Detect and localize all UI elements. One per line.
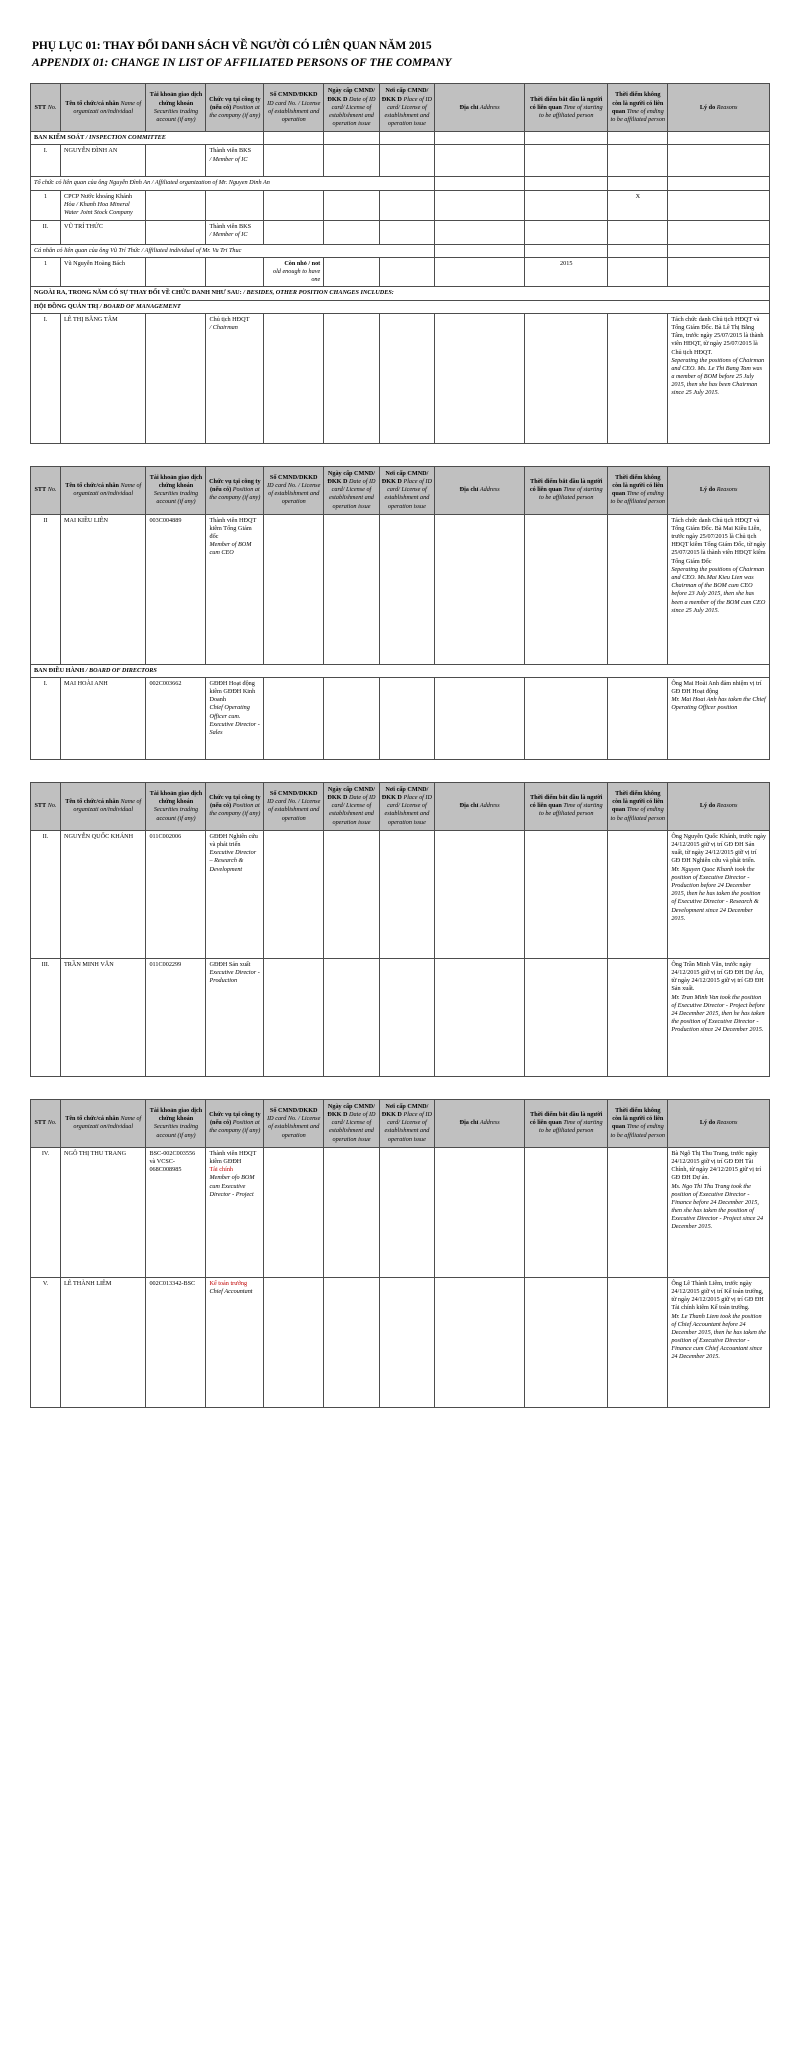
cell-start: [525, 313, 608, 443]
cell-start: [525, 1147, 608, 1277]
cell-start: 2015: [525, 257, 608, 287]
cell-iddate: [324, 677, 379, 759]
cell-start: [525, 958, 608, 1076]
cell-position: [206, 257, 264, 287]
col-position: Chức vụ tại công ty (nếu có) Position at the company (if any): [206, 1099, 264, 1147]
col-start: Thời điểm bắt đầu là người có liên quan Time of starting to be affiliated person: [525, 782, 608, 830]
col-iddate: Ngày cấp CMND/ĐKK D Date of ID card/ License of establishment and operation issue: [324, 1099, 379, 1147]
section-label-besides: NGOÀI RA, TRONG NĂM CÓ SỰ THAY ĐỔI VỀ CHỨC DANH NHƯ SAU: / BESIDES, OTHER POSITION CHANGES INCLUDES:: [31, 287, 770, 300]
document-title: [30, 0, 770, 83]
cell-end: [608, 145, 668, 177]
cell-iddate: [324, 514, 379, 664]
table-header-row: [31, 782, 770, 830]
cell-account: 002C013342-BSC: [146, 1277, 206, 1407]
col-stt: STT No.: [31, 1099, 61, 1147]
cell-idnum: [264, 145, 324, 177]
cell-idnum: [264, 1147, 324, 1277]
table-row: [31, 1147, 770, 1277]
cell-idnum: [264, 677, 324, 759]
cell-start: [525, 190, 608, 220]
table-row: [31, 257, 770, 287]
cell-end: [608, 313, 668, 443]
cell-stt: I.: [31, 145, 61, 177]
cell-address: [435, 1147, 525, 1277]
cell-name: NGUYỄN ĐÌNH AN: [61, 145, 146, 177]
col-iddate: Ngày cấp CMND/ĐKK D Date of ID card/ License of establishment and operation issue: [324, 782, 379, 830]
cell-address: [435, 958, 525, 1076]
col-name: Tên tổ chức/cá nhân Name of organizati on/individual: [61, 1099, 146, 1147]
table-row: [31, 145, 770, 177]
col-idplace: Nơi cấp CMND/ĐKK D Place of ID card/ License of establishment and operation issue: [379, 782, 434, 830]
cell-stt: V.: [31, 1277, 61, 1407]
cell-stt: II.: [31, 220, 61, 244]
cell-idplace: [379, 190, 434, 220]
col-idnum: Số CMND/DKKD ID card No. / License of establishment and operation: [264, 1099, 324, 1147]
col-start: Thời điểm bắt đầu là người có liên quan Time of starting to be affiliated person: [525, 1099, 608, 1147]
table-row: [31, 958, 770, 1076]
cell-idplace: [379, 958, 434, 1076]
cell-iddate: [324, 190, 379, 220]
document-title-en: APPENDIX 01: CHANGE IN LIST OF AFFILIATED PERSONS OF THE COMPANY: [32, 56, 452, 69]
col-reason: Lý do Reasons: [668, 84, 770, 132]
cell-iddate: [324, 145, 379, 177]
cell-account: BSC-002C003556 và VCSC-068C008985: [146, 1147, 206, 1277]
cell-end: [608, 677, 668, 759]
cell-end-mark: X: [608, 190, 668, 220]
cell-stt: 1: [31, 257, 61, 287]
table-header-row: [31, 1099, 770, 1147]
cell-reason: [668, 220, 770, 244]
cell-iddate: [324, 958, 379, 1076]
col-position: Chức vụ tại công ty (nếu có) Position at the company (if any): [206, 782, 264, 830]
cell-iddate: [324, 830, 379, 958]
cell-idnum: [264, 830, 324, 958]
col-reason: Lý do Reasons: [668, 1099, 770, 1147]
cell-idnum: [264, 313, 324, 443]
cell-reason: Ông Mai Hoài Anh đảm nhiệm vị trí GĐ ĐH Hoạt động Mr. Mai Hoai Anh has taken the Chief Operating Officer position: [668, 677, 770, 759]
affiliated-persons-table-block-4: [30, 1099, 770, 1408]
table-header-row: [31, 466, 770, 514]
table-row: [31, 514, 770, 664]
cell-address: [435, 1277, 525, 1407]
cell-reason: [668, 145, 770, 177]
cell-position: GĐĐH Hoạt động kiêm GĐĐH Kinh Doanh Chief Operating Officer cum. Executive Director - Sales: [206, 677, 264, 759]
cell-reason: Ông Trần Minh Văn, trước ngày 24/12/2015 giữ vị trí GĐ ĐH Dự Án, từ ngày 24/12/2015 giữ vị trí GĐ ĐH Sản xuất. Mr. Tran Minh Van took the position of Executive Director - Project before 24 December 2015, then he has taken the position of Executive Director - Production since 24 December 2015.: [668, 958, 770, 1076]
cell-name: MAI HOÀI ANH: [61, 677, 146, 759]
cell-name: LÊ THỊ BẰNG TÂM: [61, 313, 146, 443]
cell-idplace: [379, 1277, 434, 1407]
col-idplace: Nơi cấp CMND/ĐKK D Place of ID card/ License of establishment and operation issue: [379, 466, 434, 514]
table-row: [31, 677, 770, 759]
col-position: Chức vụ tại công ty (nếu có) Position at the company (if any): [206, 84, 264, 132]
col-iddate: Ngày cấp CMND/ĐKK D Date of ID card/ License of establishment and operation issue: [324, 466, 379, 514]
cell-position: Thành viên HĐQT kiêm Tổng Giám đốc Member of BOM cum CEO: [206, 514, 264, 664]
section-row-inspection-committee: [31, 132, 770, 145]
cell-account: 002C003662: [146, 677, 206, 759]
section-row-besides: [31, 287, 770, 300]
cell-idplace: [379, 677, 434, 759]
col-iddate: Ngày cấp CMND/ĐKK D Date of ID card/ License of establishment and operation issue: [324, 84, 379, 132]
col-account: Tài khoản giao dịch chứng khoán Securities trading account (if any): [146, 466, 206, 514]
cell-idplace: [379, 830, 434, 958]
subsection-label: Cá nhân có liên quan của ông Vũ Trí Thức / Affiliated individual of Mr. Vu Tri Thuc: [31, 244, 435, 257]
cell-account: 003C004889: [146, 514, 206, 664]
cell-end: [608, 1277, 668, 1407]
section-label-bod: BAN ĐIỀU HÀNH / BOARD OF DIRECTORS: [31, 664, 770, 677]
col-account: Tài khoản giao dịch chứng khoán Securities trading account (if any): [146, 1099, 206, 1147]
cell-iddate: [324, 1277, 379, 1407]
cell-stt: III.: [31, 958, 61, 1076]
table-row: [31, 313, 770, 443]
col-idplace: Nơi cấp CMND/ĐKK D Place of ID card/ License of establishment and operation issue: [379, 84, 434, 132]
cell-account: [146, 313, 206, 443]
affiliated-persons-table-block-1: [30, 83, 770, 443]
cell-start: [525, 1277, 608, 1407]
subsection-row-affiliated-tri-thuc: [31, 244, 770, 257]
cell-reason: Tách chức danh Chủ tịch HĐQT và Tổng Giám Đốc. Bà Mai Kiều Liên, trước ngày 25/07/2015 là Chủ tịch HĐQT kiêm Tổng Giám Đốc, từ ngày 25/07/2015 là thành viên HĐQT kiêm Tổng Giám Đốc Seperating the positions of Chairman and CEO. Ms.Mai Kieu Lien was Chairman of the BOM cum CEO before 23 July 2015, then she has been a member of the BOM cum CEO since 25 July 2015.: [668, 514, 770, 664]
cell-idnum: [264, 1277, 324, 1407]
cell-name: NGUYỄN QUỐC KHÁNH: [61, 830, 146, 958]
cell-reason: Tách chức danh Chủ tịch HĐQT và Tổng Giám Đốc. Bà Lê Thị Bằng Tâm, trước ngày 25/07/2015 là thành viên HĐQT, từ ngày 25/07/2015 là Chủ tịch HĐQT. Seperating the positions of Chairman and CEO. Ms. Le Thi Bang Tam was a member of BOM before 25 July 2015, then she has been Chairman since 25 July 2015.: [668, 313, 770, 443]
cell-account: [146, 220, 206, 244]
table-row: [31, 830, 770, 958]
cell-idplace: [379, 220, 434, 244]
cell-idnum: [264, 514, 324, 664]
col-end: Thời điểm không còn là người có liên quan Time of ending to be affiliated person: [608, 466, 668, 514]
cell-position: [206, 190, 264, 220]
cell-name: CPCP Nước khoáng Khánh Hòa / Khanh Hoa Mineral Water Joint Stock Company: [61, 190, 146, 220]
cell-idplace: [379, 257, 434, 287]
cell-reason: Bà Ngô Thị Thu Trang, trước ngày 24/12/2015 giữ vị trí GĐ ĐH Tài Chính, từ ngày 24/12/2015 giữ vị trí GĐ ĐH Dự án. Ms. Ngo Thi Thu Trang took the position of Executive Director - Finance before 24 December 2015, then she has taken the position of Executive Director - Project since 24 December 2015.: [668, 1147, 770, 1277]
table-row: [31, 190, 770, 220]
cell-stt: I.: [31, 677, 61, 759]
cell-address: [435, 313, 525, 443]
cell-position: GĐĐH Sản xuất Executive Director - Production: [206, 958, 264, 1076]
cell-account: [146, 257, 206, 287]
cell-account: 011C002006: [146, 830, 206, 958]
cell-start: [525, 514, 608, 664]
cell-position: Kế toán trưởng Chief Accountant: [206, 1277, 264, 1407]
col-idnum: Số CMND/DKKD ID card No. / License of establishment and operation: [264, 466, 324, 514]
table-header-row: [31, 84, 770, 132]
cell-end: [608, 514, 668, 664]
cell-position: Thành viên HĐQT kiêm GĐĐH Tài chính Member ofo BOM cum Executive Director - Project: [206, 1147, 264, 1277]
table-row: [31, 220, 770, 244]
cell-stt: II.: [31, 830, 61, 958]
col-account: Tài khoản giao dịch chứng khoán Securities trading account (if any): [146, 782, 206, 830]
col-account: Tài khoản giao dịch chứng khoán Securities trading account (if any): [146, 84, 206, 132]
cell-stt: II: [31, 514, 61, 664]
cell-account: [146, 190, 206, 220]
col-end: Thời điểm không còn là người có liên quan Time of ending to be affiliated person: [608, 782, 668, 830]
cell-name: MAI KIỀU LIÊN: [61, 514, 146, 664]
col-name: Tên tổ chức/cá nhân Name of organizati on/individual: [61, 466, 146, 514]
cell-iddate: [324, 1147, 379, 1277]
col-stt: STT No.: [31, 84, 61, 132]
cell-account: [146, 145, 206, 177]
cell-address: [435, 830, 525, 958]
cell-end: [608, 220, 668, 244]
cell-idplace: [379, 145, 434, 177]
col-reason: Lý do Reasons: [668, 782, 770, 830]
cell-start: [525, 220, 608, 244]
cell-name: Vũ Nguyễn Hoàng Bách: [61, 257, 146, 287]
col-start: Thời điểm bắt đầu là người có liên quan Time of starting to be affiliated person: [525, 466, 608, 514]
cell-address: [435, 145, 525, 177]
col-name: Tên tổ chức/cá nhân Name of organizati on/individual: [61, 84, 146, 132]
section-row-bom: [31, 300, 770, 313]
col-address: Địa chỉ Address: [435, 466, 525, 514]
cell-name: NGÔ THỊ THU TRANG: [61, 1147, 146, 1277]
cell-stt: I.: [31, 313, 61, 443]
cell-iddate: [324, 257, 379, 287]
cell-idnum: [264, 190, 324, 220]
col-address: Địa chỉ Address: [435, 782, 525, 830]
cell-idnum: [264, 220, 324, 244]
col-stt: STT No.: [31, 782, 61, 830]
section-label-inspection: BAN KIỂM SOÁT / INSPECTION COMMITTEE: [31, 132, 264, 145]
subsection-label: Tổ chức có liên quan của ông Nguyễn Đình An / Affiliated organization of Mr. Nguyen Dinh An: [31, 177, 435, 190]
affiliated-persons-table-block-2: [30, 466, 770, 760]
document-title-vi: PHỤ LỤC 01: THAY ĐỔI DANH SÁCH VỀ NGƯỜI CÓ LIÊN QUAN NĂM 2015: [32, 40, 432, 52]
cell-position: GĐĐH Nghiên cứu và phát triển Executive Director – Research & Development: [206, 830, 264, 958]
cell-end: [608, 830, 668, 958]
cell-address: [435, 220, 525, 244]
section-label-bom: HỘI ĐỒNG QUẢN TRỊ / BOARD OF MANAGEMENT: [31, 300, 770, 313]
cell-name: LÊ THÀNH LIÊM: [61, 1277, 146, 1407]
col-reason: Lý do Reasons: [668, 466, 770, 514]
cell-end: [608, 1147, 668, 1277]
cell-idplace: [379, 1147, 434, 1277]
subsection-row-affiliated-dinh-an: [31, 177, 770, 190]
col-end: Thời điểm không còn là người có liên quan Time of ending to be affiliated person: [608, 84, 668, 132]
cell-start: [525, 677, 608, 759]
cell-end: [608, 958, 668, 1076]
cell-iddate: [324, 313, 379, 443]
cell-end: [608, 257, 668, 287]
col-idnum: Số CMND/ĐKKD ID card No. / License of establishment and operation: [264, 84, 324, 132]
cell-address: [435, 257, 525, 287]
cell-stt: IV.: [31, 1147, 61, 1277]
cell-stt: 1: [31, 190, 61, 220]
affiliated-persons-table-block-3: [30, 782, 770, 1077]
section-row-bod: [31, 664, 770, 677]
col-end: Thời điểm không còn là người có liên quan Time of ending to be affiliated person: [608, 1099, 668, 1147]
cell-position: Thành viên BKS / Member of IC: [206, 220, 264, 244]
cell-start: [525, 830, 608, 958]
cell-iddate: [324, 220, 379, 244]
col-stt: STT No.: [31, 466, 61, 514]
cell-address: [435, 514, 525, 664]
cell-idplace: [379, 514, 434, 664]
cell-address: [435, 677, 525, 759]
col-position: Chức vụ tại công ty (nếu có) Position at the company (if any): [206, 466, 264, 514]
cell-name: TRẦN MINH VĂN: [61, 958, 146, 1076]
cell-reason: Ông Lê Thành Liêm, trước ngày 24/12/2015 giữ vị trí Kế toán trưởng, từ ngày 24/12/2015 giữ vị trí GĐ ĐH Tài chính kiêm Kế toán trưởng. Mr. Le Thanh Liem took the position of Chief Accountant before 24 December 2015, then he has taken the position of Executive Director - Finance cum Chief Accountant since 24 December 2015.: [668, 1277, 770, 1407]
col-idnum: Số CMND/DKKD ID card No. / License of establishment and operation: [264, 782, 324, 830]
cell-position: Thành viên BKS / Member of IC: [206, 145, 264, 177]
cell-position: Chủ tịch HĐQT / Chairman: [206, 313, 264, 443]
col-idplace: Nơi cấp CMND/ĐKK D Place of ID card/ License of establishment and operation issue: [379, 1099, 434, 1147]
cell-start: [525, 145, 608, 177]
cell-idplace: [379, 313, 434, 443]
table-row: [31, 1277, 770, 1407]
cell-address: [435, 190, 525, 220]
cell-account: 011C002299: [146, 958, 206, 1076]
cell-reason: [668, 257, 770, 287]
col-start: Thời điểm bắt đầu là người có liên quan Time of starting to be affiliated person: [525, 84, 608, 132]
cell-reason: Ông Nguyễn Quốc Khánh, trước ngày 24/12/2015 giữ vị trí GĐ ĐH Sản xuất, từ ngày 24/12/2015 giữ vị trí GĐ ĐH Nghiên cứu và phát triển. Mr. Nguyen Quoc Khanh took the position of Executive Director - Production before 24 December 2015, then he has taken the position of Executive Director - Research & Development since 24 December 2015.: [668, 830, 770, 958]
cell-reason: [668, 190, 770, 220]
cell-idnum: Còn nhỏ / not old enough to have one: [264, 257, 324, 287]
col-address: Địa chỉ Address: [435, 84, 525, 132]
col-name: Tên tổ chức/cá nhân Name of organizati on/individual: [61, 782, 146, 830]
cell-idnum: [264, 958, 324, 1076]
cell-name: VŨ TRÍ THỨC: [61, 220, 146, 244]
col-address: Địa chỉ Address: [435, 1099, 525, 1147]
